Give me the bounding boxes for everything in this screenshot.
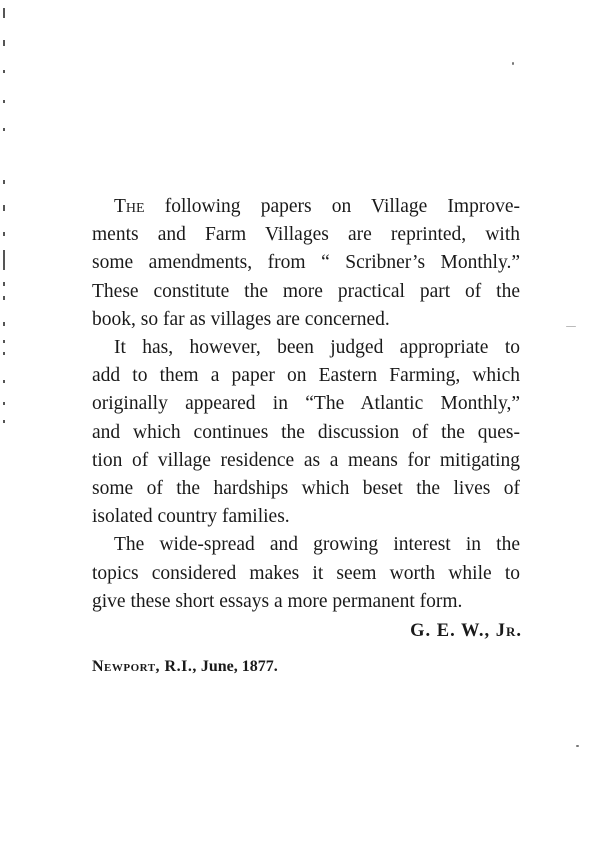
author-signature: G. E. W., Jr. — [410, 621, 522, 641]
text-line: These constitute the more practical part of the — [92, 280, 520, 302]
text-line: and which continues the discussion of the ques- — [92, 421, 520, 443]
text-line: tion of village residence as a means for mitigating — [92, 449, 520, 471]
dateline — [92, 658, 278, 676]
text-line: add to them a paper on Eastern Farming, which — [92, 365, 520, 387]
text-line: ments and Farm Villages are reprinted, with — [92, 224, 520, 246]
text-line: topics considered makes it seem worth while to — [92, 562, 520, 584]
dateline-date: June, 1877. — [196, 658, 278, 675]
text-line: The wide-spread and growing interest in the — [114, 534, 520, 556]
lead-word: The — [114, 196, 145, 217]
dateline-place: Newport, R.I., — [92, 658, 197, 675]
text-line: some amendments, from “ Scribner’s Monthly.” — [92, 252, 520, 274]
text-line: some of the hardships which beset the lives of — [92, 478, 520, 500]
scan-edge-marks — [3, 0, 7, 843]
text-line: give these short essays a more permanent form. — [92, 590, 463, 612]
text-line: The following papers on Village Improve- — [114, 196, 520, 217]
paragraph-1 — [92, 193, 520, 334]
text-line: book, so far as villages are concerned. — [92, 308, 390, 330]
text-line: originally appeared in “The Atlantic Monthly,” — [92, 393, 520, 415]
text-line: It has, however, been judged appropriate to — [114, 337, 520, 359]
paragraph-2 — [92, 334, 520, 531]
text-line: isolated country families. — [92, 506, 290, 528]
preface-text — [92, 193, 520, 616]
paragraph-3 — [92, 531, 520, 616]
